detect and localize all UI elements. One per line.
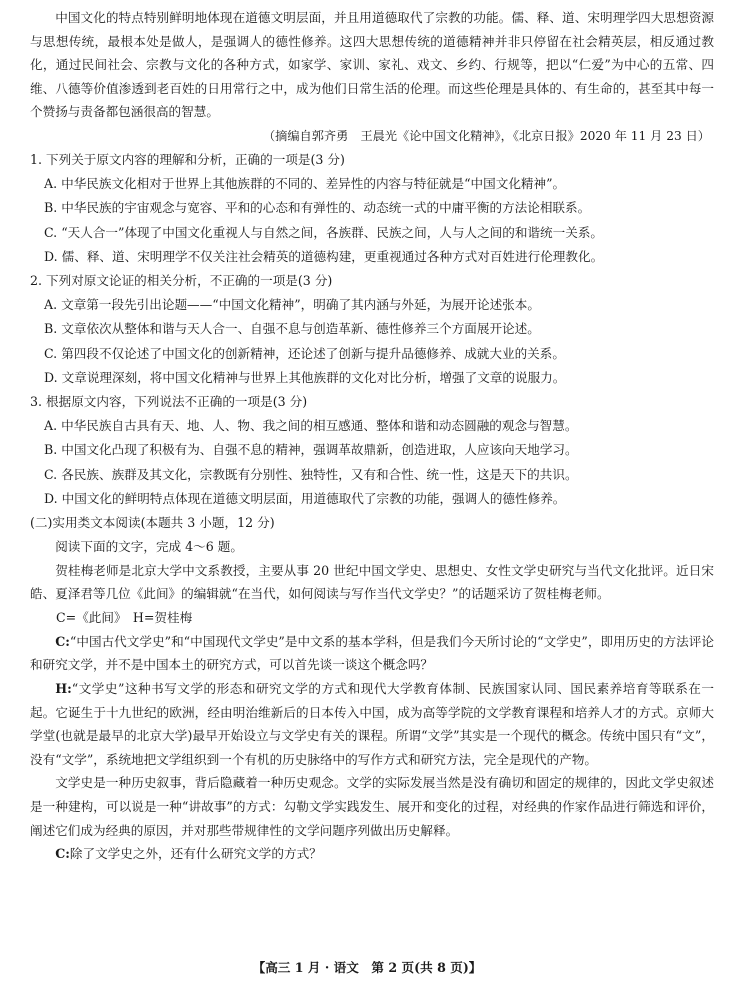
question-2 [30, 269, 714, 390]
interview-answer-1-continued: 文学史是一种历史叙事，背后隐藏着一种历史观念。文学的实际发展当然是没有确切和固定的规律的，因此文学史叙述是一种建构，可以说是一种“讲故事”的方式：勾勒文学实践发生、展开和变化的过程，对经典的作家作品进行筛选和评价，阐述它们成为经典的原因，并对那些带规律性的文学问题序列做出历史解释。 [30, 775, 714, 838]
option-a: A. 中华民族自古具有天、地、人、物、我之间的相互感通、整体和谐和动态圆融的观念与智慧。 [44, 418, 578, 434]
option-b: B. 文章依次从整体和谐与天人合一、自强不息与创造革新、德性修养三个方面展开论述。 [44, 321, 540, 337]
option-b: B. 中华民族的宇宙观念与宽容、平和的心态和有弹性的、动态统一式的中庸平衡的方法论相联系。 [44, 200, 591, 216]
option-a: A. 中华民族文化相对于世界上其他族群的不同的、差异性的内容与特征就是“中国文化精神”。 [44, 176, 566, 192]
interview-intro: 贺桂梅老师是北京大学中文系教授，主要从事 20 世纪中国文学史、思想史、女性文学史研究与当代文化批评。近日宋皓、夏泽君等几位《此间》的编辑就“在当代，如何阅读与写作当代文学史？”的话题采访了贺桂梅老师。 [30, 562, 714, 602]
question-text: “中国古代文学史”和“中国现代文学史”是中文系的基本学科，但是我们今天所讨论的“文学史”，即用历史的方法评论和研究文学，并不是中国本土的研究方式，可以首先谈一谈这个概念吗？ [30, 633, 714, 673]
option-d: D. 儒、释、道、宋明理学不仅关注社会精英的道德构建，更重视通过各种方式对百姓进行伦理教化。 [44, 248, 604, 264]
option-c: C. “天人合一”体现了中国文化重视人与自然之间，各族群、民族之间，人与人之间的和谐统一关系。 [44, 224, 604, 240]
interview-question-1 [30, 630, 714, 677]
option-d: D. 中国文化的鲜明特点体现在道德文明层面，用道德取代了宗教的功能，强调人的德性修养。 [44, 490, 566, 506]
exam-page [30, 6, 714, 866]
section-heading: (二)实用类文本阅读(本题共 3 小题，12 分) [30, 515, 275, 531]
option-c: C. 各民族、族群及其文化，宗教既有分别性、独特性，又有和合性、统一性，这是天下的共识。 [44, 466, 578, 482]
answer-text: “文学史”这种书写文学的形态和研究文学的方式和现代大学教育体制、民族国家认同、国民素养培育等联系在一起。它诞生于十九世纪的欧洲，经由明治维新后的日本传入中国，成为高等学院的文学教育课程和培养人才的方式。京师大学堂(也就是最早的北京大学)最早开始设立与文学史有关的课程。所谓“文学”其实是一个现代的概念。传统中国只有“文”，没有“文学”，系统地把文学组织到一个有机的历史脉络中的写作方式和研究方法，完全是现代的产物。 [30, 680, 714, 767]
option-c: C. 第四段不仅论述了中国文化的创新精神，还论述了创新与提升品德修养、成就大业的关系。 [44, 345, 565, 361]
speaker-label: C: [55, 633, 70, 649]
speaker-label: C: [55, 846, 70, 862]
speaker-label: H: [55, 680, 72, 696]
passage-paragraph: 中国文化的特点特别鲜明地体现在道德文明层面，并且用道德取代了宗教的功能。儒、释、道、宋明理学四大思想资源与思想传统，最根本处是做人，是强调人的德性修养。这四大思想传统的道德精神并非只停留在社会精英层，相反通过教化，通过民间社会、宗教与文化的各种方式，如家学、家训、家礼、戏文、乡约、行规等，把以“仁爱”为中心的五常、四维、八德等价值渗透到老百姓的日用常行之中，成为他们日常生活的伦理。而这些伦理是具体的、有生命的，甚至其中每一个赞扬与责备都包涵很高的智慧。 [30, 10, 714, 120]
page-footer: 【高三 1 月 · 语文 第 2 页(共 8 页)】 [252, 960, 482, 975]
question-title: 2. 下列对原文论证的相关分析，不正确的一项是(3 分) [30, 272, 333, 288]
question-1 [30, 148, 714, 269]
passage-source-citation: （摘编自郭齐勇 王晨光《论中国文化精神》，《北京日报》2020 年 11 月 23 日） [262, 128, 710, 143]
interview-question-2 [30, 842, 714, 866]
option-a: A. 文章第一段先引出论题——“中国文化精神”，明确了其内涵与外延，为展开论述张本。 [44, 297, 540, 313]
interview-answer-1 [30, 677, 714, 771]
question-title: 3. 根据原文内容，下列说法不正确的一项是(3 分) [30, 394, 308, 409]
question-3 [30, 390, 714, 511]
option-b: B. 中国文化凸现了积极有为、自强不息的精神，强调革故鼎新，创造进取，人应该向天地学习。 [44, 442, 578, 458]
speaker-legend: C=《此间》 H=贺桂梅 [56, 609, 193, 625]
question-text: 除了文学史之外，还有什么研究文学的方式？ [69, 846, 322, 862]
section-instruction: 阅读下面的文字，完成 4～6 题。 [55, 539, 243, 555]
option-d: D. 文章说理深刻，将中国文化精神与世界上其他族群的文化对比分析，增强了文章的说服力。 [44, 369, 566, 385]
question-title: 1. 下列关于原文内容的理解和分析，正确的一项是(3 分) [30, 151, 345, 167]
